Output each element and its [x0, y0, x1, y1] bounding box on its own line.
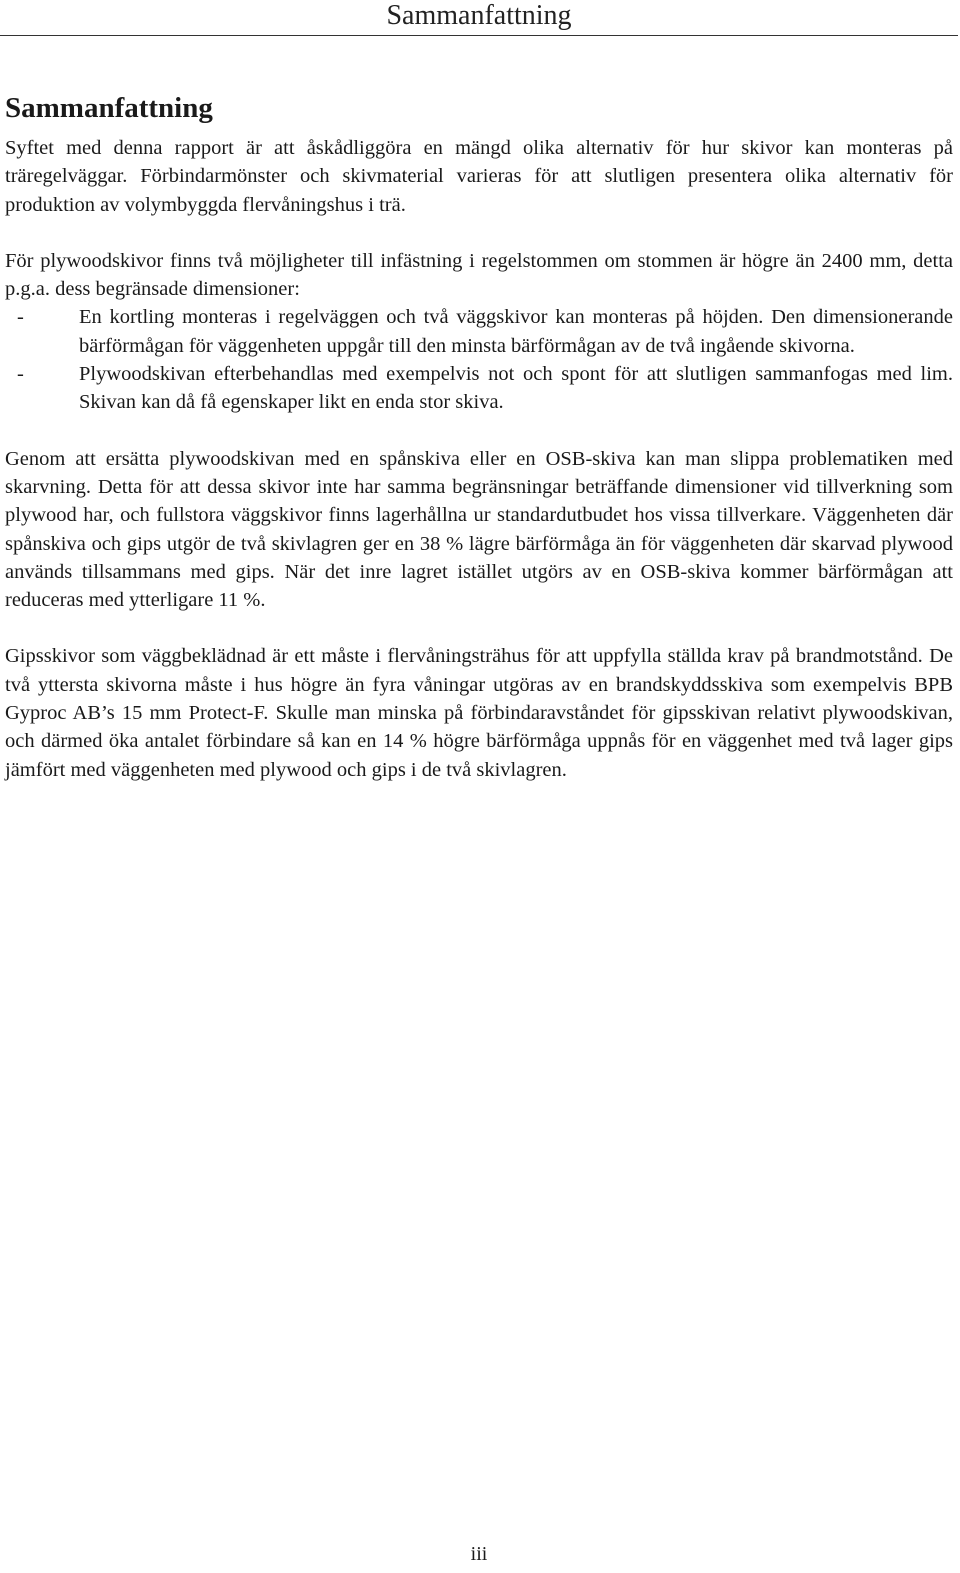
list-dash-marker: - [17, 363, 24, 386]
section-heading: Sammanfattning [5, 92, 213, 124]
page-number: iii [470, 1543, 488, 1565]
list-item [5, 360, 953, 417]
running-header: Sammanfattning [0, 0, 958, 36]
list-item-text: En kortling monteras i regelväggen och två väggskivor kan monteras på höjden. Den dimensionerande bärförmågan för väggenheten uppgår till den minsta bärförmågan av de två ingående skivorna. [79, 306, 953, 357]
paragraph-gypsum: Gipsskivor som väggbeklädnad är ett måste i flervåningsträhus för att uppfylla ställda krav på brandmotstånd. De två yttersta skivorna måste i hus högre än fyra våningar utgöras av en brandskyddsskiva som exempelvis BPB Gyproc AB’s 15 mm Protect-F. Skulle man minska på förbindaravståndet för gipsskivan relativt plywoodskivan, och därmed öka antalet förbindare så kan en 14 % högre bärförmåga uppnås för en väggenhet med två lager gips jämfört med väggenheten med plywood och gips i de två skivlagren. [5, 645, 953, 781]
list-dash-marker: - [17, 306, 24, 329]
paragraph-plywood-options: För plywoodskivor finns två möjligheter till infästning i regelstommen om stommen är högre än 2400 mm, detta p.g.a. dess begränsade dimensioner: [5, 249, 953, 301]
options-list [5, 303, 953, 416]
document-body [5, 88, 953, 784]
list-item [5, 303, 953, 360]
list-item-text: Plywoodskivan efterbehandlas med exempelvis not och spont för att slutligen sammanfogas med lim. Skivan kan då få egenskaper likt en enda stor skiva. [79, 363, 953, 414]
paragraph-osb-chipboard: Genom att ersätta plywoodskivan med en spånskiva eller en OSB-skiva kan man slippa problematiken med skarvning. Detta för att dessa skivor inte har samma begränsningar beträffande dimensioner vid tillverkning som plywood har, och fullstora väggskivor finns lagerhållna ur standardutbudet hos vissa tillverkare. Väggenheten där spånskiva och gips utgör de två skivlagren ger en 38 % lägre bärförmåga än för väggenheten där skarvad plywood används tillsammans med gips. När det inre lagret istället utgörs av en OSB-skiva kommer bärförmågan att reduceras med ytterligare 11 %. [5, 447, 953, 612]
paragraph-purpose: Syftet med denna rapport är att åskådliggöra en mängd olika alternativ för hur skivor kan monteras på träregelväggar. Förbindarmönster och skivmaterial varieras för att slutligen presentera olika alternativ för produktion av volymbyggda flervåningshus i trä. [5, 137, 953, 216]
